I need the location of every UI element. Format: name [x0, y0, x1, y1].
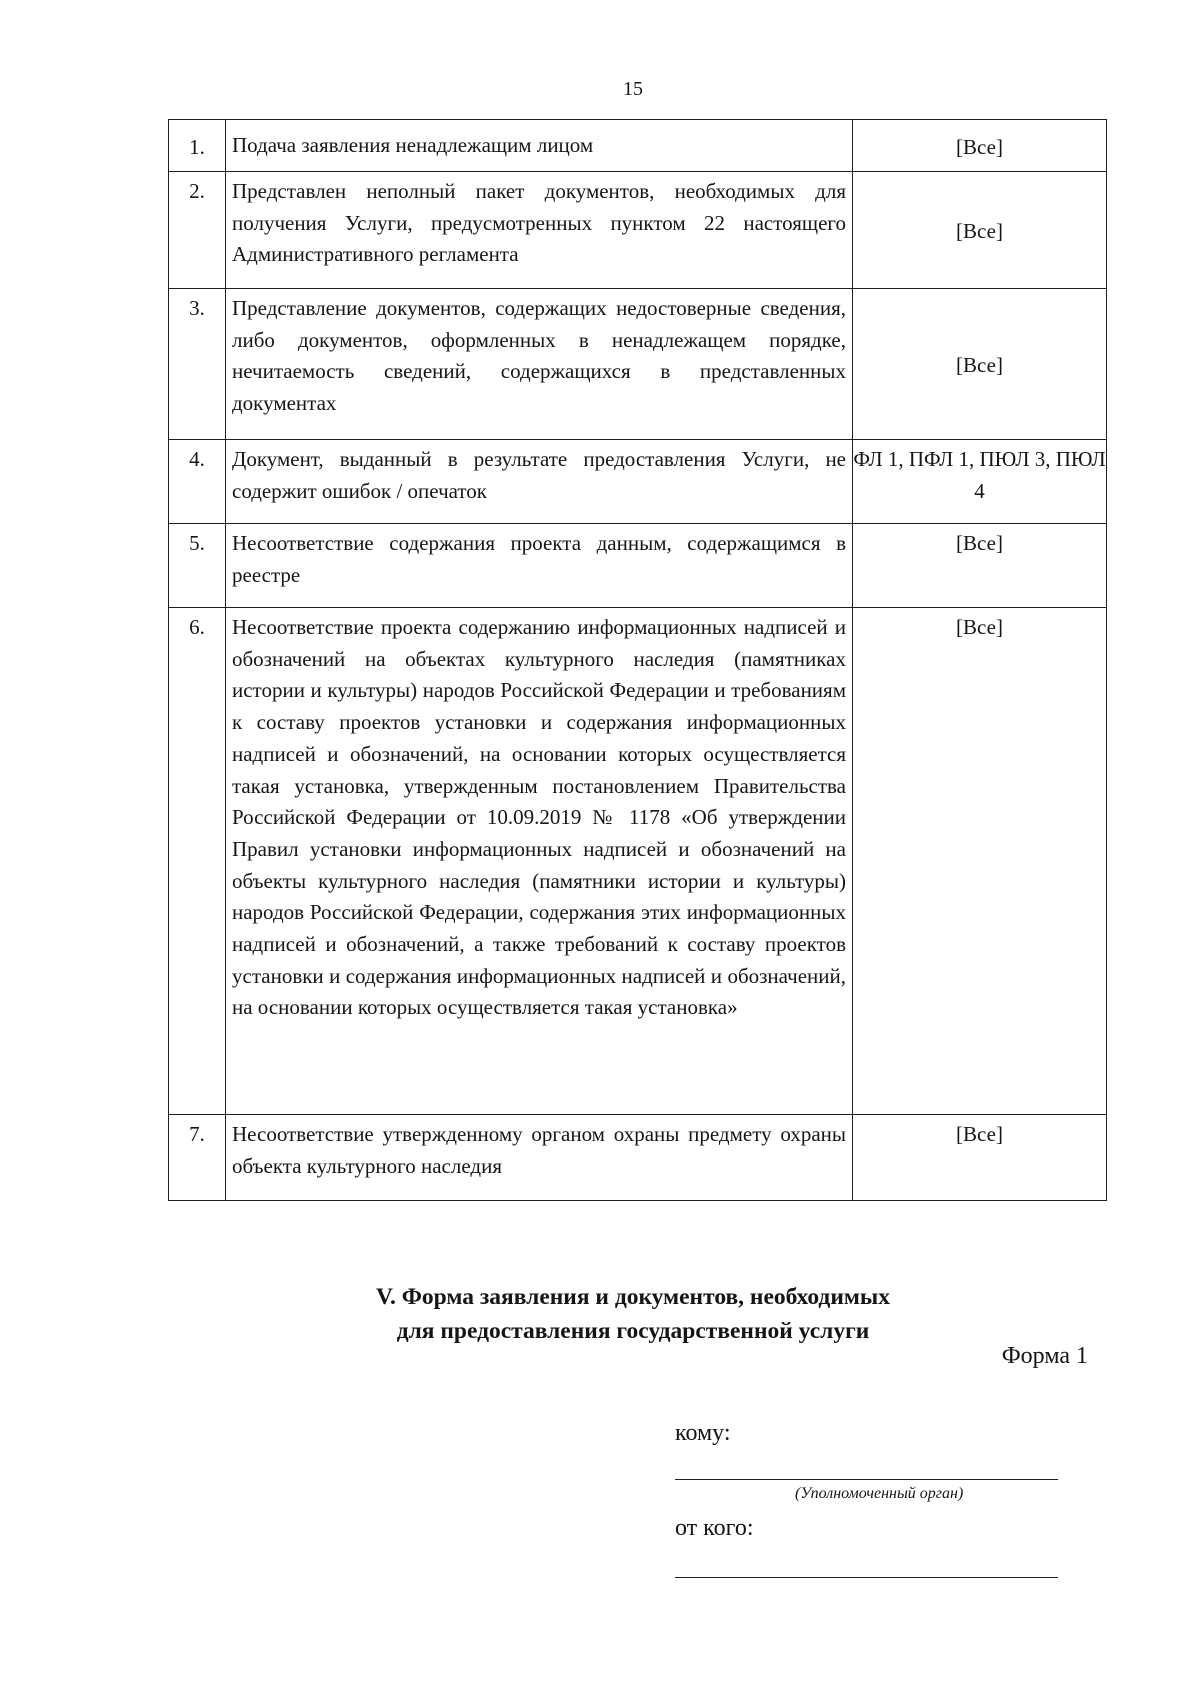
row-text: Несоответствие утвержденному органом охраны предмету охраны объекта культурного наследия [226, 1115, 853, 1201]
row-text: Представление документов, содержащих недостоверные сведения, либо документов, оформленных в ненадлежащем порядке, нечитаемость сведений, содержащихся в представленных документах [226, 289, 853, 440]
row-number: 3. [169, 289, 226, 440]
row-applies-to: [Все] [853, 120, 1107, 172]
row-applies-to: [Все] [853, 172, 1107, 289]
refusal-grounds-table [168, 119, 1107, 1201]
row-applies-to: ФЛ 1, ПФЛ 1, ПЮЛ 3, ПЮЛ 4 [853, 440, 1107, 524]
table-row [169, 440, 1107, 524]
row-number: 4. [169, 440, 226, 524]
section-heading-line-1: V. Форма заявления и документов, необходимых [376, 1284, 890, 1310]
to-field-caption: (Уполномоченный орган) [795, 1485, 964, 1502]
form-number-label: Форма 1 [1001, 1343, 1088, 1369]
to-label: кому: [675, 1420, 731, 1446]
page-number: 15 [623, 78, 643, 100]
table-row [169, 172, 1107, 289]
row-applies-to: [Все] [853, 524, 1107, 608]
row-text: Несоответствие содержания проекта данным, содержащимся в реестре [226, 524, 853, 608]
row-text: Документ, выданный в результате предоставления Услуги, не содержит ошибок / опечаток [226, 440, 853, 524]
table-row [169, 289, 1107, 440]
row-applies-to: [Все] [853, 289, 1107, 440]
row-text: Подача заявления ненадлежащим лицом [226, 120, 853, 172]
table-row [169, 1115, 1107, 1201]
row-applies-to: [Все] [853, 608, 1107, 1115]
section-heading [0, 1280, 1200, 1348]
table-row [169, 608, 1107, 1115]
to-field-line [675, 1479, 1058, 1480]
table-row [169, 120, 1107, 172]
row-number: 5. [169, 524, 226, 608]
from-label: от кого: [675, 1515, 754, 1541]
row-number: 7. [169, 1115, 226, 1201]
row-number: 6. [169, 608, 226, 1115]
row-number: 1. [169, 120, 226, 172]
row-text: Представлен неполный пакет документов, необходимых для получения Услуги, предусмотренных пунктом 22 настоящего Административного регламента [226, 172, 853, 289]
from-field-line [675, 1577, 1058, 1578]
section-heading-line-2: для предоставления государственной услуги [396, 1318, 870, 1344]
row-number: 2. [169, 172, 226, 289]
row-applies-to: [Все] [853, 1115, 1107, 1201]
row-text: Несоответствие проекта содержанию информационных надписей и обозначений на объектах культурного наследия (памятниках истории и культуры) народов Российской Федерации и требованиям к составу проектов установки и содержания информационных надписей и обозначений, на основании которых осуществляется такая установка, утвержденным постановлением Правительства Российской Федерации от 10.09.2019 № 1178 «Об утверждении Правил установки информационных надписей и обозначений на объекты культурного наследия (памятники истории и культуры) народов Российской Федерации, содержания этих информационных надписей и обозначений, а также требований к составу проектов установки и содержания информационных надписей и обозначений, на основании которых осуществляется такая установка» [226, 608, 853, 1115]
table-row [169, 524, 1107, 608]
